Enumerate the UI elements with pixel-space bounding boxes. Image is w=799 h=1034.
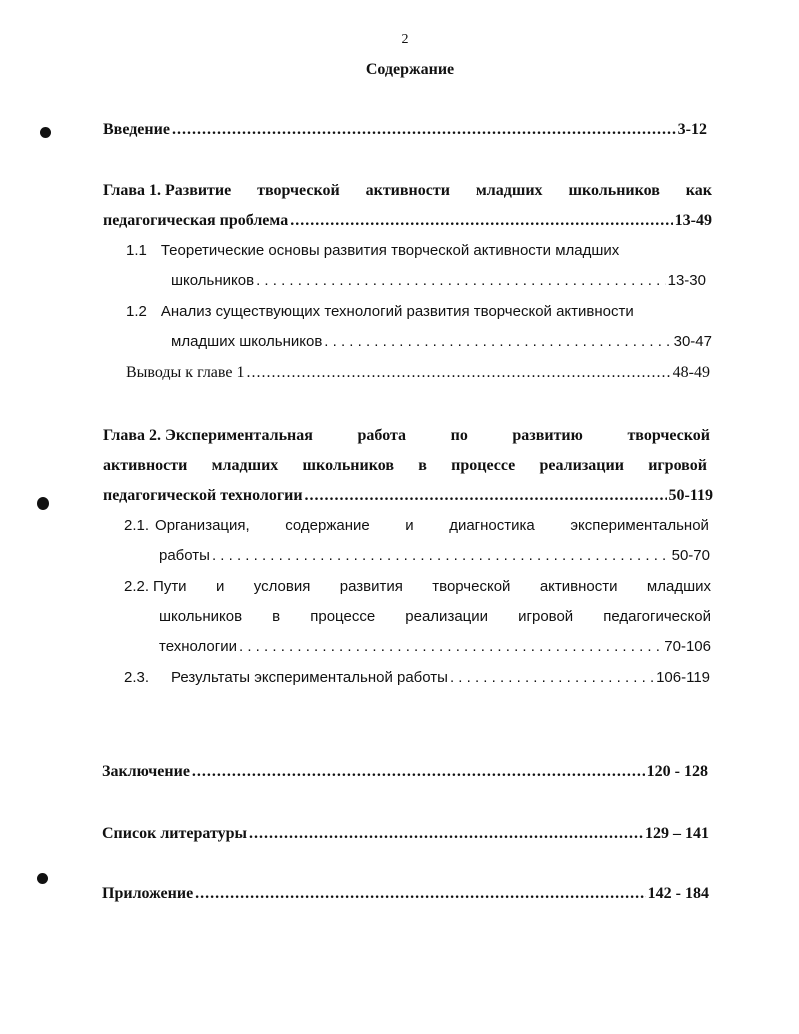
section-2-2-title-cont: технологии (159, 638, 238, 655)
section-2-3-number: 2.3. (124, 669, 150, 686)
chapter2-word: работа (357, 427, 407, 444)
chapter2-title-line1 (103, 427, 710, 445)
leader-dots (246, 364, 670, 382)
section-2-1-line1 (124, 517, 709, 534)
chapter1-pages: 13-49 (674, 212, 712, 229)
chapter1-word: творческой (257, 182, 340, 199)
page-number: 2 (401, 32, 409, 47)
section-2-1-word: Организация, (155, 517, 250, 534)
section-2-3-title: Результаты экспериментальной работы (171, 669, 448, 686)
section-2-2-word: и (215, 578, 225, 595)
section-2-3-pages: 106-119 (656, 669, 710, 686)
chapter2-title-line3: педагогической технологии (103, 487, 303, 504)
section-2-2-number: 2.2. (124, 578, 150, 595)
conclusion-label: Заключение (102, 763, 190, 780)
leader-dots (324, 333, 671, 350)
margin-mark-dot (37, 497, 49, 510)
toc-entry-intro (103, 121, 707, 139)
section-2-1-word: диагностика (449, 517, 535, 534)
toc-entry-chapter2 (103, 487, 713, 505)
toc-entry-section-1-1 (171, 272, 706, 289)
leader-dots (195, 885, 646, 903)
section-2-2-word: школьников (159, 608, 243, 625)
chapter1-title-line2: педагогическая проблема (103, 212, 289, 229)
section-2-1-word: экспериментальной (570, 517, 709, 534)
chapter2-pages: 50-119 (668, 487, 713, 504)
leader-dots (192, 763, 645, 781)
intro-label: Введение (103, 121, 170, 138)
section-2-1-number: 2.1. (124, 517, 150, 534)
section-1-2-title-cont: младших школьников (171, 333, 323, 350)
chapter2-word: процессе (451, 457, 516, 474)
appendix-label: Приложение (102, 885, 194, 902)
chapter1-word: как (685, 182, 712, 199)
section-2-2-word: педагогической (603, 608, 711, 625)
chapter2-word: по (450, 427, 468, 444)
intro-pages: 3-12 (677, 121, 707, 138)
toc-entry-references (102, 825, 709, 843)
section-2-2-word: младших (646, 578, 711, 595)
section-2-2-pages: 70-106 (664, 638, 711, 655)
section-2-1-title-cont: работы (159, 547, 210, 564)
section-1-2-title: Анализ существующих технологий развития творческой активности (160, 303, 634, 320)
toc-entry-conclusions-1 (126, 364, 710, 382)
section-2-1-word: и (405, 517, 414, 534)
section-1-1-title: Теоретические основы развития творческой активности младших (160, 242, 620, 259)
chapter2-word: в (418, 457, 427, 474)
section-2-2-word: Пути (153, 578, 187, 595)
chapter2-word: Глава 2. Экспериментальная (103, 427, 313, 444)
chapter1-word: Глава 1. Развитие (103, 182, 232, 199)
chapter2-word: реализации (539, 457, 624, 474)
leader-dots (290, 212, 672, 230)
section-2-2-word: в (272, 608, 281, 625)
section-1-1-number: 1.1 (126, 242, 147, 259)
section-2-2-line1 (124, 578, 711, 595)
section-2-2-word: активности (539, 578, 618, 595)
conclusions-1-pages: 48-49 (672, 364, 710, 381)
chapter1-word: школьников (568, 182, 660, 199)
appendix-pages: 142 - 184 (647, 885, 709, 902)
chapter2-word: младших (211, 457, 279, 474)
page-title: Содержание (365, 61, 455, 78)
section-2-2-word: игровой (518, 608, 574, 625)
leader-dots (256, 272, 666, 289)
leader-dots (249, 825, 643, 843)
section-2-1-word: содержание (285, 517, 370, 534)
toc-entry-conclusion (102, 763, 708, 781)
chapter1-title-line1 (103, 182, 712, 200)
margin-mark-dot (37, 873, 48, 884)
section-2-1-pages: 50-70 (671, 547, 710, 564)
section-1-1-pages: 13-30 (667, 272, 706, 289)
toc-entry-chapter1 (103, 212, 712, 230)
chapter1-word: активности (365, 182, 450, 199)
leader-dots (172, 121, 676, 139)
references-pages: 129 – 141 (645, 825, 709, 842)
toc-entry-section-1-2 (171, 333, 712, 350)
section-1-1-title-cont: школьников (171, 272, 255, 289)
margin-mark-dot (40, 127, 51, 138)
section-1-2-line1 (126, 303, 716, 320)
section-1-1-line1 (126, 242, 716, 259)
section-2-2-word: процессе (310, 608, 376, 625)
chapter2-title-line2 (103, 457, 707, 475)
conclusion-pages: 120 - 128 (646, 763, 708, 780)
leader-dots (239, 638, 662, 655)
chapter2-word: творческой (627, 427, 710, 444)
section-1-2-number: 1.2 (126, 303, 147, 320)
toc-entry-section-2-1 (159, 547, 710, 564)
section-2-2-word: реализации (405, 608, 489, 625)
references-label: Список литературы (102, 825, 247, 842)
leader-dots (450, 669, 654, 686)
chapter2-word: школьников (302, 457, 394, 474)
section-2-2-word: условия (253, 578, 311, 595)
toc-entry-section-2-2 (159, 638, 711, 655)
toc-entry-section-2-3 (124, 669, 710, 686)
chapter2-word: развитию (512, 427, 583, 444)
chapter1-word: младших (475, 182, 543, 199)
section-2-2-word: развития (339, 578, 403, 595)
chapter2-word: игровой (648, 457, 707, 474)
section-2-2-line2 (159, 608, 711, 625)
section-1-2-pages: 30-47 (673, 333, 712, 350)
toc-entry-appendix (102, 885, 709, 903)
conclusions-1-label: Выводы к главе 1 (126, 364, 245, 381)
leader-dots (305, 487, 667, 505)
leader-dots (212, 547, 670, 564)
chapter2-word: активности (103, 457, 188, 474)
section-2-2-word: творческой (432, 578, 511, 595)
